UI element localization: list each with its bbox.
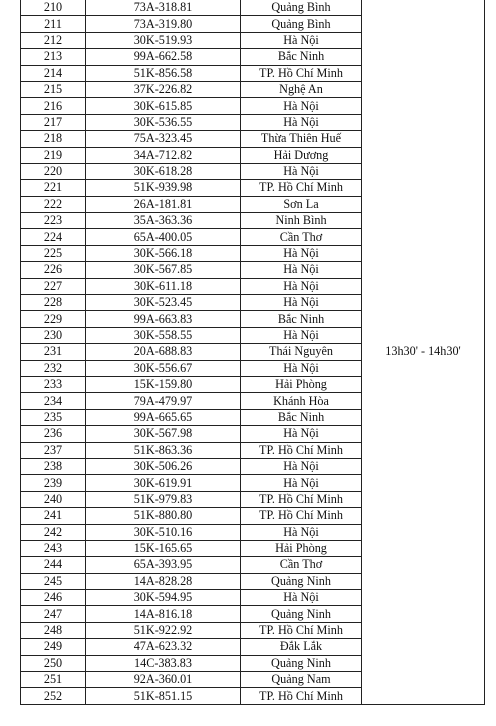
- province-cell: Cần Thơ: [241, 557, 362, 573]
- plate-number-cell: 30K-619.91: [86, 475, 241, 491]
- plate-number-cell: 65A-393.95: [86, 557, 241, 573]
- row-number-cell: 214: [21, 65, 86, 81]
- province-cell: Quảng Ninh: [241, 606, 362, 622]
- row-number-cell: 238: [21, 458, 86, 474]
- province-cell: Hải Phòng: [241, 376, 362, 392]
- province-cell: Hà Nội: [241, 245, 362, 261]
- province-cell: Hà Nội: [241, 114, 362, 130]
- plate-number-cell: 37K-226.82: [86, 81, 241, 97]
- plate-number-cell: 30K-506.26: [86, 458, 241, 474]
- plate-number-cell: 30K-615.85: [86, 98, 241, 114]
- row-number-cell: 216: [21, 98, 86, 114]
- province-cell: Hà Nội: [241, 278, 362, 294]
- row-number-cell: 210: [21, 0, 86, 16]
- plate-auction-table: [20, 0, 485, 705]
- row-number-cell: 230: [21, 327, 86, 343]
- row-number-cell: 227: [21, 278, 86, 294]
- province-cell: TP. Hồ Chí Minh: [241, 491, 362, 507]
- province-cell: Hà Nội: [241, 590, 362, 606]
- row-number-cell: 224: [21, 229, 86, 245]
- row-number-cell: 245: [21, 573, 86, 589]
- province-cell: Thừa Thiên Huế: [241, 131, 362, 147]
- plate-number-cell: 73A-318.81: [86, 0, 241, 16]
- row-number-cell: 231: [21, 344, 86, 360]
- plate-number-cell: 30K-567.98: [86, 426, 241, 442]
- province-cell: TP. Hồ Chí Minh: [241, 508, 362, 524]
- province-cell: Hà Nội: [241, 327, 362, 343]
- province-cell: Hà Nội: [241, 163, 362, 179]
- plate-number-cell: 14A-816.18: [86, 606, 241, 622]
- province-cell: Nghệ An: [241, 81, 362, 97]
- plate-number-cell: 30K-556.67: [86, 360, 241, 376]
- plate-number-cell: 26A-181.81: [86, 196, 241, 212]
- plate-number-cell: 51K-880.80: [86, 508, 241, 524]
- row-number-cell: 248: [21, 622, 86, 638]
- plate-number-cell: 30K-618.28: [86, 163, 241, 179]
- table-row: [21, 0, 485, 16]
- province-cell: Hà Nội: [241, 475, 362, 491]
- row-number-cell: 240: [21, 491, 86, 507]
- province-cell: Cần Thơ: [241, 229, 362, 245]
- plate-number-cell: 35A-363.36: [86, 213, 241, 229]
- plate-number-cell: 34A-712.82: [86, 147, 241, 163]
- row-number-cell: 234: [21, 393, 86, 409]
- province-cell: TP. Hồ Chí Minh: [241, 65, 362, 81]
- plate-number-cell: 51K-856.58: [86, 65, 241, 81]
- time-slot-label: 13h30' - 14h30': [385, 344, 461, 359]
- row-number-cell: 252: [21, 688, 86, 704]
- plate-number-cell: 51K-939.98: [86, 180, 241, 196]
- province-cell: Hải Dương: [241, 147, 362, 163]
- province-cell: Bắc Ninh: [241, 311, 362, 327]
- row-number-cell: 241: [21, 508, 86, 524]
- plate-number-cell: 51K-851.15: [86, 688, 241, 704]
- plate-number-cell: 92A-360.01: [86, 672, 241, 688]
- row-number-cell: 237: [21, 442, 86, 458]
- province-cell: Hà Nội: [241, 360, 362, 376]
- province-cell: TP. Hồ Chí Minh: [241, 688, 362, 704]
- row-number-cell: 246: [21, 590, 86, 606]
- plate-number-cell: 79A-479.97: [86, 393, 241, 409]
- plate-number-cell: 30K-558.55: [86, 327, 241, 343]
- plate-number-cell: 75A-323.45: [86, 131, 241, 147]
- plate-number-cell: 99A-665.65: [86, 409, 241, 425]
- province-cell: Hà Nội: [241, 262, 362, 278]
- province-cell: Đắk Lắk: [241, 639, 362, 655]
- plate-number-cell: 99A-662.58: [86, 49, 241, 65]
- row-number-cell: 213: [21, 49, 86, 65]
- province-cell: Quảng Bình: [241, 0, 362, 16]
- province-cell: Hà Nội: [241, 32, 362, 48]
- province-cell: Thái Nguyên: [241, 344, 362, 360]
- province-cell: Quảng Bình: [241, 16, 362, 32]
- province-cell: TP. Hồ Chí Minh: [241, 622, 362, 638]
- row-number-cell: 225: [21, 245, 86, 261]
- plate-number-cell: 65A-400.05: [86, 229, 241, 245]
- province-cell: Hà Nội: [241, 295, 362, 311]
- province-cell: Quảng Ninh: [241, 655, 362, 671]
- row-number-cell: 233: [21, 376, 86, 392]
- row-number-cell: 251: [21, 672, 86, 688]
- row-number-cell: 215: [21, 81, 86, 97]
- province-cell: TP. Hồ Chí Minh: [241, 442, 362, 458]
- plate-number-cell: 15K-159.80: [86, 376, 241, 392]
- row-number-cell: 228: [21, 295, 86, 311]
- plate-number-cell: 30K-567.85: [86, 262, 241, 278]
- row-number-cell: 247: [21, 606, 86, 622]
- row-number-cell: 217: [21, 114, 86, 130]
- row-number-cell: 223: [21, 213, 86, 229]
- row-number-cell: 220: [21, 163, 86, 179]
- plate-number-cell: 20A-688.83: [86, 344, 241, 360]
- row-number-cell: 239: [21, 475, 86, 491]
- plate-number-cell: 30K-510.16: [86, 524, 241, 540]
- row-number-cell: 211: [21, 16, 86, 32]
- province-cell: Sơn La: [241, 196, 362, 212]
- plate-number-cell: 51K-979.83: [86, 491, 241, 507]
- plate-number-cell: 30K-594.95: [86, 590, 241, 606]
- row-number-cell: 249: [21, 639, 86, 655]
- row-number-cell: 212: [21, 32, 86, 48]
- plate-number-cell: 15K-165.65: [86, 540, 241, 556]
- province-cell: Ninh Bình: [241, 213, 362, 229]
- province-cell: Quảng Nam: [241, 672, 362, 688]
- plate-number-cell: 14C-383.83: [86, 655, 241, 671]
- plate-number-cell: 30K-523.45: [86, 295, 241, 311]
- plate-number-cell: 30K-536.55: [86, 114, 241, 130]
- plate-number-cell: 47A-623.32: [86, 639, 241, 655]
- row-number-cell: 219: [21, 147, 86, 163]
- row-number-cell: 218: [21, 131, 86, 147]
- plate-number-cell: 51K-863.36: [86, 442, 241, 458]
- province-cell: Bắc Ninh: [241, 49, 362, 65]
- plate-number-cell: 73A-319.80: [86, 16, 241, 32]
- province-cell: Bắc Ninh: [241, 409, 362, 425]
- province-cell: TP. Hồ Chí Minh: [241, 180, 362, 196]
- plate-number-cell: 30K-566.18: [86, 245, 241, 261]
- province-cell: Hà Nội: [241, 458, 362, 474]
- plate-number-cell: 30K-611.18: [86, 278, 241, 294]
- province-cell: Hà Nội: [241, 98, 362, 114]
- province-cell: Hải Phòng: [241, 540, 362, 556]
- province-cell: Quảng Ninh: [241, 573, 362, 589]
- province-cell: Khánh Hòa: [241, 393, 362, 409]
- table-body: [21, 0, 485, 704]
- plate-number-cell: 14A-828.28: [86, 573, 241, 589]
- row-number-cell: 236: [21, 426, 86, 442]
- row-number-cell: 229: [21, 311, 86, 327]
- row-number-cell: 232: [21, 360, 86, 376]
- row-number-cell: 226: [21, 262, 86, 278]
- province-cell: Hà Nội: [241, 524, 362, 540]
- row-number-cell: 244: [21, 557, 86, 573]
- row-number-cell: 221: [21, 180, 86, 196]
- time-slot-cell: [362, 0, 485, 704]
- row-number-cell: 242: [21, 524, 86, 540]
- plate-number-cell: 51K-922.92: [86, 622, 241, 638]
- row-number-cell: 243: [21, 540, 86, 556]
- row-number-cell: 235: [21, 409, 86, 425]
- row-number-cell: 222: [21, 196, 86, 212]
- plate-number-cell: 30K-519.93: [86, 32, 241, 48]
- row-number-cell: 250: [21, 655, 86, 671]
- province-cell: Hà Nội: [241, 426, 362, 442]
- plate-number-cell: 99A-663.83: [86, 311, 241, 327]
